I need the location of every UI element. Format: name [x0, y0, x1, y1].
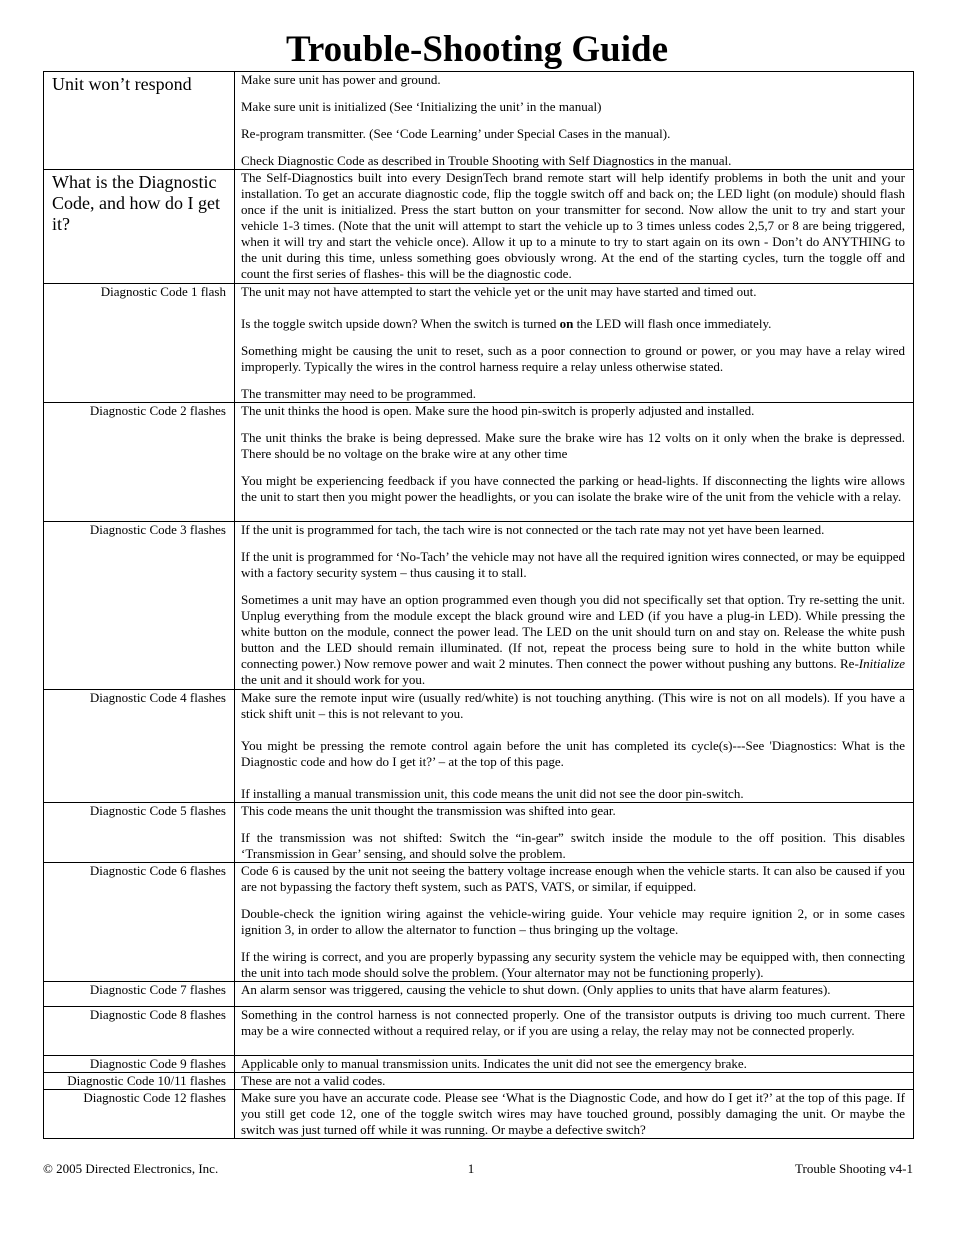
row-label: Diagnostic Code 7 flashes [89, 982, 226, 997]
paragraph: The unit thinks the hood is open. Make sure the hood pin-switch is properly adjusted and installed. [241, 403, 755, 418]
row-label: Diagnostic Code 6 flashes [89, 863, 226, 878]
row-label-cell [44, 1056, 235, 1073]
paragraph: You might be experiencing feedback if you have connected the parking or head-lights. If disconnecting the lights wire allows the unit to start then you might power the headlights, or you can isolate the brake wire of the unit from the vehicle with a relay. [241, 473, 905, 504]
row-label: Diagnostic Code 9 flashes [89, 1056, 226, 1071]
table-row [44, 803, 914, 863]
paragraph: Something might be causing the unit to reset, such as a poor connection to ground or power, or you may have a relay wired improperly. Typically the wires in the control harness require a relay unless otherwise stated. [241, 343, 905, 374]
table-row [44, 72, 914, 170]
row-text-cell [235, 1073, 914, 1090]
paragraph: Something in the control harness is not connected properly. One of the transistor outputs is driving too much current. There may be a wire connected without a required relay, or if you are using a relay, the relay may not be connected properly. [241, 1007, 905, 1038]
footer-copyright: © 2005 Directed Electronics, Inc. [43, 1161, 219, 1176]
row-label: Diagnostic Code 10/11 flashes [67, 1073, 226, 1088]
trouble-shooting-table [43, 71, 914, 1139]
row-text-cell [235, 1090, 914, 1139]
paragraph: If the transmission was not shifted: Switch the “in-gear” switch inside the module to the off position. This disables ‘Transmission in Gear’ sensing, and should solve the problem. [241, 830, 905, 861]
row-label: Diagnostic Code 3 flashes [89, 522, 226, 537]
row-label: Diagnostic Code 1 flash [100, 284, 226, 299]
row-label: Diagnostic Code 12 flashes [83, 1090, 226, 1105]
row-label-cell [44, 1073, 235, 1090]
row-text-cell [235, 522, 914, 690]
table-row [44, 403, 914, 522]
row-label-cell [44, 403, 235, 522]
row-text-cell [235, 284, 914, 403]
row-label: Diagnostic Code 5 flashes [89, 803, 226, 818]
table-row [44, 284, 914, 403]
paragraph: Re-program transmitter. (See ‘Code Learning’ under Special Cases in the manual). [241, 126, 671, 141]
paragraph: Make sure unit has power and ground. [241, 72, 441, 87]
row-label: Diagnostic Code 2 flashes [89, 403, 226, 418]
paragraph: Sometimes a unit may have an option programmed even though you did not specifically set that option. Try re-setting the unit. Unplug everything from the module except the black ground wire and LED (if you have a plug-in LED). While pressing the white button on the module, connect the power lead. The LED on the unit should turn on and stay on. Release the white push button and the LED should remain illuminated. (If not, repeat the process being sure to hold in the white button while connecting power.) Now remove power and wait 2 minutes. Then connect the power without pushing any buttons. Re-Initialize the unit and it should work for you. [241, 592, 905, 687]
row-label-cell [44, 1007, 235, 1056]
row-label: Diagnostic Code 4 flashes [89, 690, 226, 705]
row-text-cell [235, 1056, 914, 1073]
row-text-cell [235, 170, 914, 284]
row-label-cell [44, 72, 235, 170]
paragraph: This code means the unit thought the transmission was shifted into gear. [241, 803, 616, 818]
row-label-cell [44, 690, 235, 803]
paragraph: The unit may not have attempted to start the vehicle yet or the unit may have started and timed out. [241, 284, 757, 299]
row-text-cell [235, 403, 914, 522]
row-label-cell [44, 170, 235, 284]
paragraph: If the unit is programmed for ‘No-Tach’ the vehicle may not have all the required ignition wires connected, or may be equipped with a factory security system – thus causing it to stall. [241, 549, 905, 580]
paragraph: Applicable only to manual transmission units. Indicates the unit did not see the emergency brake. [241, 1056, 747, 1071]
paragraph: The Self-Diagnostics built into every DesignTech brand remote start will help identify problems in both the unit and your installation. To get an accurate diagnostic code, flip the toggle switch off and back on; the LED light (on module) should flash once if the unit is initialized. Press the start button on your transmitter for second. Now allow the unit to try and start your vehicle 1-3 times. (Note that the unit will attempt to start the vehicle up to 3 times unless codes 2,5,7 or 8 are being triggered, when it will try and start the vehicle once). Allow it up to a minute to try to start again on its own - Don’t do ANYTHING to the unit during this time, unless something goes obviously wrong. At the end of the starting cycles, turn the toggle off and count the first series of flashes- this will be the diagnostic code. [241, 170, 905, 281]
table-row [44, 982, 914, 1007]
paragraph: Make sure unit is initialized (See ‘Initializing the unit’ in the manual) [241, 99, 602, 114]
footer-page-number: 1 [467, 1161, 475, 1176]
footer-version: Trouble Shooting v4-1 [795, 1161, 913, 1176]
page-title: Trouble-Shooting Guide [285, 29, 669, 70]
table-row [44, 170, 914, 284]
paragraph: Make sure the remote input wire (usually red/white) is not touching anything. (This wire is not on all models). If you have a stick shift unit – this is not relevant to you. [241, 690, 905, 721]
row-text-cell [235, 690, 914, 803]
row-label: Unit won’t respond [52, 74, 192, 94]
table-row [44, 1007, 914, 1056]
row-label-cell [44, 1090, 235, 1139]
row-label: What is the Diagnostic Code, and how do I get it? [52, 172, 220, 234]
paragraph: Make sure you have an accurate code. Please see ‘What is the Diagnostic Code, and how do I get it?’ at the top of this page. If you still get code 12, one of the toggle switch wires may have touched ground, possibly damaging the unit. Or maybe the switch was just turned off while it was running. Or maybe a defective switch? [241, 1090, 905, 1137]
paragraph: If the wiring is correct, and you are properly bypassing any security system the vehicle may be equipped with, then connecting the unit into tach mode should solve the problem. (Your alternator may not be functioning properly). [241, 949, 905, 980]
table-row [44, 690, 914, 803]
row-label-cell [44, 522, 235, 690]
row-label: Diagnostic Code 8 flashes [89, 1007, 226, 1022]
paragraph: Double-check the ignition wiring against the vehicle-wiring guide. Your vehicle may require ignition 2, or in some cases ignition 3, in order to allow the alternator to function – thus bringing up the voltage. [241, 906, 905, 937]
row-label-cell [44, 284, 235, 403]
table-row [44, 522, 914, 690]
paragraph: Is the toggle switch upside down? When the switch is turned on the LED will flash once immediately. [241, 316, 772, 331]
row-text-cell [235, 982, 914, 1007]
table-row [44, 863, 914, 982]
paragraph: If installing a manual transmission unit, this code means the unit did not see the door pin-switch. [241, 786, 744, 801]
paragraph: Check Diagnostic Code as described in Trouble Shooting with Self Diagnostics in the manual. [241, 153, 732, 168]
paragraph: The unit thinks the brake is being depressed. Make sure the brake wire has 12 volts on it only when the brake is depressed. There should be no voltage on the brake wire at any other time [241, 430, 905, 461]
paragraph: Code 6 is caused by the unit not seeing the battery voltage increase enough when the vehicle starts. It can also be caused if you are not bypassing the factory theft system, such as PATS, VATS, or similar, if equipped. [241, 863, 905, 894]
row-text-cell [235, 1007, 914, 1056]
paragraph: You might be pressing the remote control again before the unit has completed its cycle(s)---See 'Diagnostics: What is the Diagnostic code and how do I get it?’ – at the top of this page. [241, 738, 905, 769]
row-text-cell [235, 863, 914, 982]
paragraph: These are not a valid codes. [241, 1073, 386, 1088]
table-row [44, 1056, 914, 1073]
table-row [44, 1090, 914, 1139]
paragraph: An alarm sensor was triggered, causing the vehicle to shut down. (Only applies to units that have alarm features). [241, 982, 831, 997]
paragraph: If the unit is programmed for tach, the tach wire is not connected or the tach rate may not yet have been learned. [241, 522, 825, 537]
table-row [44, 1073, 914, 1090]
row-text-cell [235, 72, 914, 170]
row-label-cell [44, 982, 235, 1007]
row-text-cell [235, 803, 914, 863]
paragraph: The transmitter may need to be programmed. [241, 386, 477, 401]
row-label-cell [44, 803, 235, 863]
row-label-cell [44, 863, 235, 982]
